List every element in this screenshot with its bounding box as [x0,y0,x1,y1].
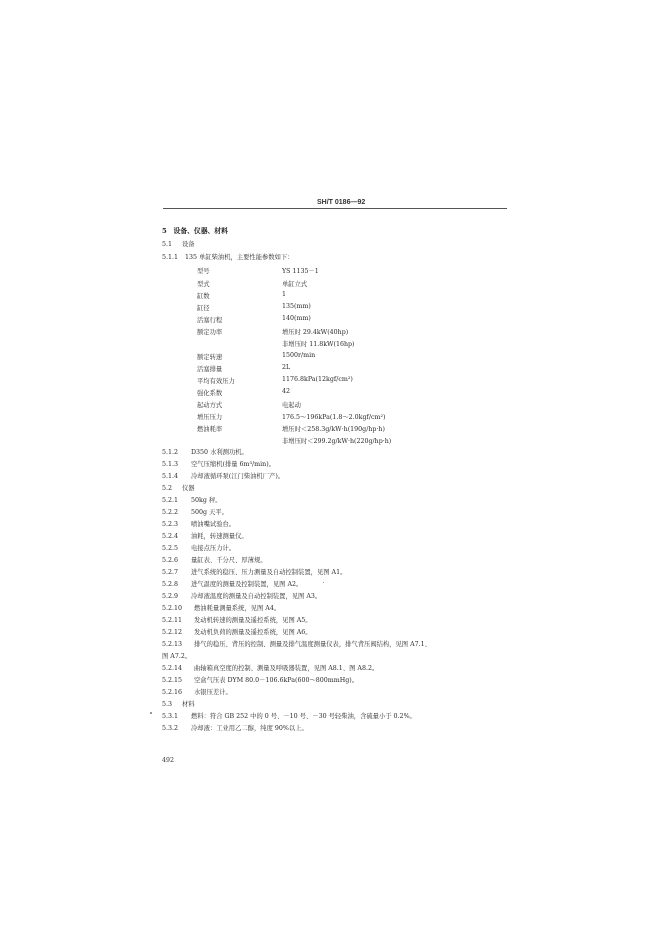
clause-text: 排气的稳压、背压的控制、测量及排气温度测量仪表，排气背压阀结构，见图 A7.1、 [194,641,431,648]
parameter-row [0,376,662,386]
clause-number: 5.3.2 [162,725,179,732]
header-rule [163,208,507,209]
clause-text: 水银压差计。 [194,689,232,696]
parameter-name: 增压压力 [197,414,223,421]
clause-item [0,484,662,494]
clause-number: 5.2.6 [162,557,179,564]
clause-number: 5.1.3 [162,461,179,468]
parameter-row [0,315,662,325]
clause-number: 5.3 [162,701,173,708]
clause-number: 5.2.9 [162,593,179,600]
parameter-name: 型式 [197,281,210,288]
parameter-name: 起动方式 [197,402,223,409]
clause-item [0,580,662,590]
clause-item [0,544,662,554]
clause-number: 5.2.10 [162,605,183,612]
clause-text: D350 水利测功机。 [191,449,248,456]
clause-text: 135 单缸柴油机，主要性能参数如下： [185,254,294,261]
clause-text: 油耗，转速测量仪。 [191,533,248,540]
parameter-value: 140(mm) [282,315,311,322]
clause-number: 5.2.12 [162,629,183,636]
clause-number: 5.1.1 [162,254,179,261]
parameter-row [0,400,662,410]
parameter-row [0,424,662,434]
parameter-row [0,303,662,313]
parameter-name: 燃油耗率 [197,426,223,433]
parameter-value: 135(mm) [282,303,311,310]
parameter-name: 活塞排量 [197,366,223,373]
clause-text: 空气压缩机(排量 6m³/min)。 [191,461,275,468]
clause-text: 进气温度的测量及控制装置，见图 A2。 [191,581,303,588]
scan-speck [323,582,324,583]
clause-text: 500g 天平。 [191,509,228,516]
parameter-name: 额定转速 [197,354,223,361]
parameter-row [0,352,662,362]
clause-number: 5.1.4 [162,473,179,480]
parameter-row [0,339,662,349]
parameter-name: 缸数 [197,293,210,300]
clause-number: 5.2.14 [162,665,183,672]
clause-text: 冷却液循环泵(江门柴油机厂产)。 [191,473,285,480]
clause-number: 5.2.11 [162,617,183,624]
scan-speck [150,712,152,714]
clause-item [0,712,662,722]
clause-number: 5.2.13 [162,641,183,648]
clause-number: 5.2.5 [162,545,179,552]
parameter-row [0,279,662,289]
clause-text: 电接点压力计。 [191,545,236,552]
clause-text: 曲轴箱真空度的控制、测量及呼吸器装置，见图 A8.1、图 A8.2。 [194,665,379,672]
clause-item [0,688,662,698]
clause-item [0,472,662,482]
parameter-name: 平均有效压力 [197,378,235,385]
clause-text: 冷却液温度的测量及自动控制装置，见图 A3。 [191,593,322,600]
parameter-row [0,436,662,446]
clause-item [0,460,662,470]
parameter-name: 活塞行程 [197,317,223,324]
clause-5-1 [0,240,662,250]
clause-item [0,676,662,686]
section-5-title: 5 设备、仪器、材料 [162,227,228,235]
clause-item [0,700,662,710]
clause-text: 喷油嘴试验台。 [191,521,236,528]
clause-number: 5.1 [162,241,173,248]
parameter-value: 176.5～196kPa(1.8～2.0kgf/cm²) [282,414,386,421]
standard-code-header: SH/T 0186—92 [317,199,366,206]
parameter-value: 42 [282,388,291,395]
clause-number: 5.2.1 [162,497,179,504]
clause-item [0,568,662,578]
clause-text: 材料 [182,701,195,708]
parameter-row [0,364,662,374]
parameter-row [0,291,662,301]
parameter-row [0,266,662,276]
clause-text: 进气系统的稳压、压力测量及自动控制装置，见图 A1。 [191,569,347,576]
parameter-row [0,412,662,422]
clause-item [0,616,662,626]
clause-5-1-1 [0,253,662,263]
parameter-name: 缸径 [197,305,210,312]
clause-item [0,628,662,638]
parameter-value: 1176.8kPa(12kgf/cm²) [282,376,353,383]
clause-item [0,556,662,566]
clause-number: 5.2.4 [162,533,179,540]
parameter-value: 1500r/min [282,352,316,359]
clause-text: 量缸表、千分尺、厚薄规。 [191,557,267,564]
clause-text: 图 A7.2。 [162,653,192,660]
clause-item [0,496,662,506]
clause-number: 5.2.8 [162,581,179,588]
clause-text: 设备 [182,241,195,248]
parameter-value: YS 1135－1 [282,268,319,275]
parameter-value: 1 [282,291,287,298]
parameter-value: 非增压时 11.8kW(16hp) [282,341,355,348]
clause-item [0,508,662,518]
clause-item [0,640,662,650]
page-number: 492 [162,757,175,764]
clause-text: 发动机负荷的测量及遥控系统，见图 A6。 [194,629,312,636]
clause-number: 5.2 [162,485,173,492]
parameter-name: 强化系数 [197,390,223,397]
clause-text: 冷却液：工业用乙二醇，纯度 90%以上。 [191,725,308,732]
clause-text: 仪器 [182,485,195,492]
parameter-value: 电起动 [282,402,301,409]
clause-number: 5.2.3 [162,521,179,528]
parameter-row [0,327,662,337]
parameter-value: 增压时 29.4kW(40hp) [282,329,349,336]
clause-text: 燃油耗量测量系统，见图 A4。 [194,605,281,612]
parameter-name: 额定功率 [197,329,223,336]
clause-number: 5.1.2 [162,449,179,456]
clause-item [0,448,662,458]
clause-item [0,724,662,734]
clause-number: 5.2.16 [162,689,183,696]
clause-item [0,604,662,614]
clause-text: 50kg 秤。 [191,497,222,504]
clause-item [0,664,662,674]
clause-number: 5.2.2 [162,509,179,516]
parameter-value: 增压时＜258.3g/kW·h(190g/hp·h) [282,426,385,433]
parameter-name: 型号 [197,268,210,275]
parameter-value: 单缸立式 [282,281,308,288]
parameter-value: 非增压时＜299.2g/kW·h(220g/hp·h) [282,438,392,445]
clause-item [0,592,662,602]
parameter-value: 2L [282,364,291,371]
clause-number: 5.2.15 [162,677,183,684]
clause-item [0,652,662,662]
parameter-row [0,388,662,398]
clause-text: 发动机转速的测量及遥控系统，见图 A5。 [194,617,312,624]
clause-item [0,532,662,542]
clause-text: 燃料：符合 GB 252 中的 0 号、－10 号、－30 号轻柴油，含硫量小于 0.2%。 [191,713,416,720]
clause-text: 空盒气压表 DYM 80.0－106.6kPa(600～800mmHg)。 [194,677,359,684]
clause-item [0,520,662,530]
clause-number: 5.2.7 [162,569,179,576]
clause-number: 5.3.1 [162,713,179,720]
